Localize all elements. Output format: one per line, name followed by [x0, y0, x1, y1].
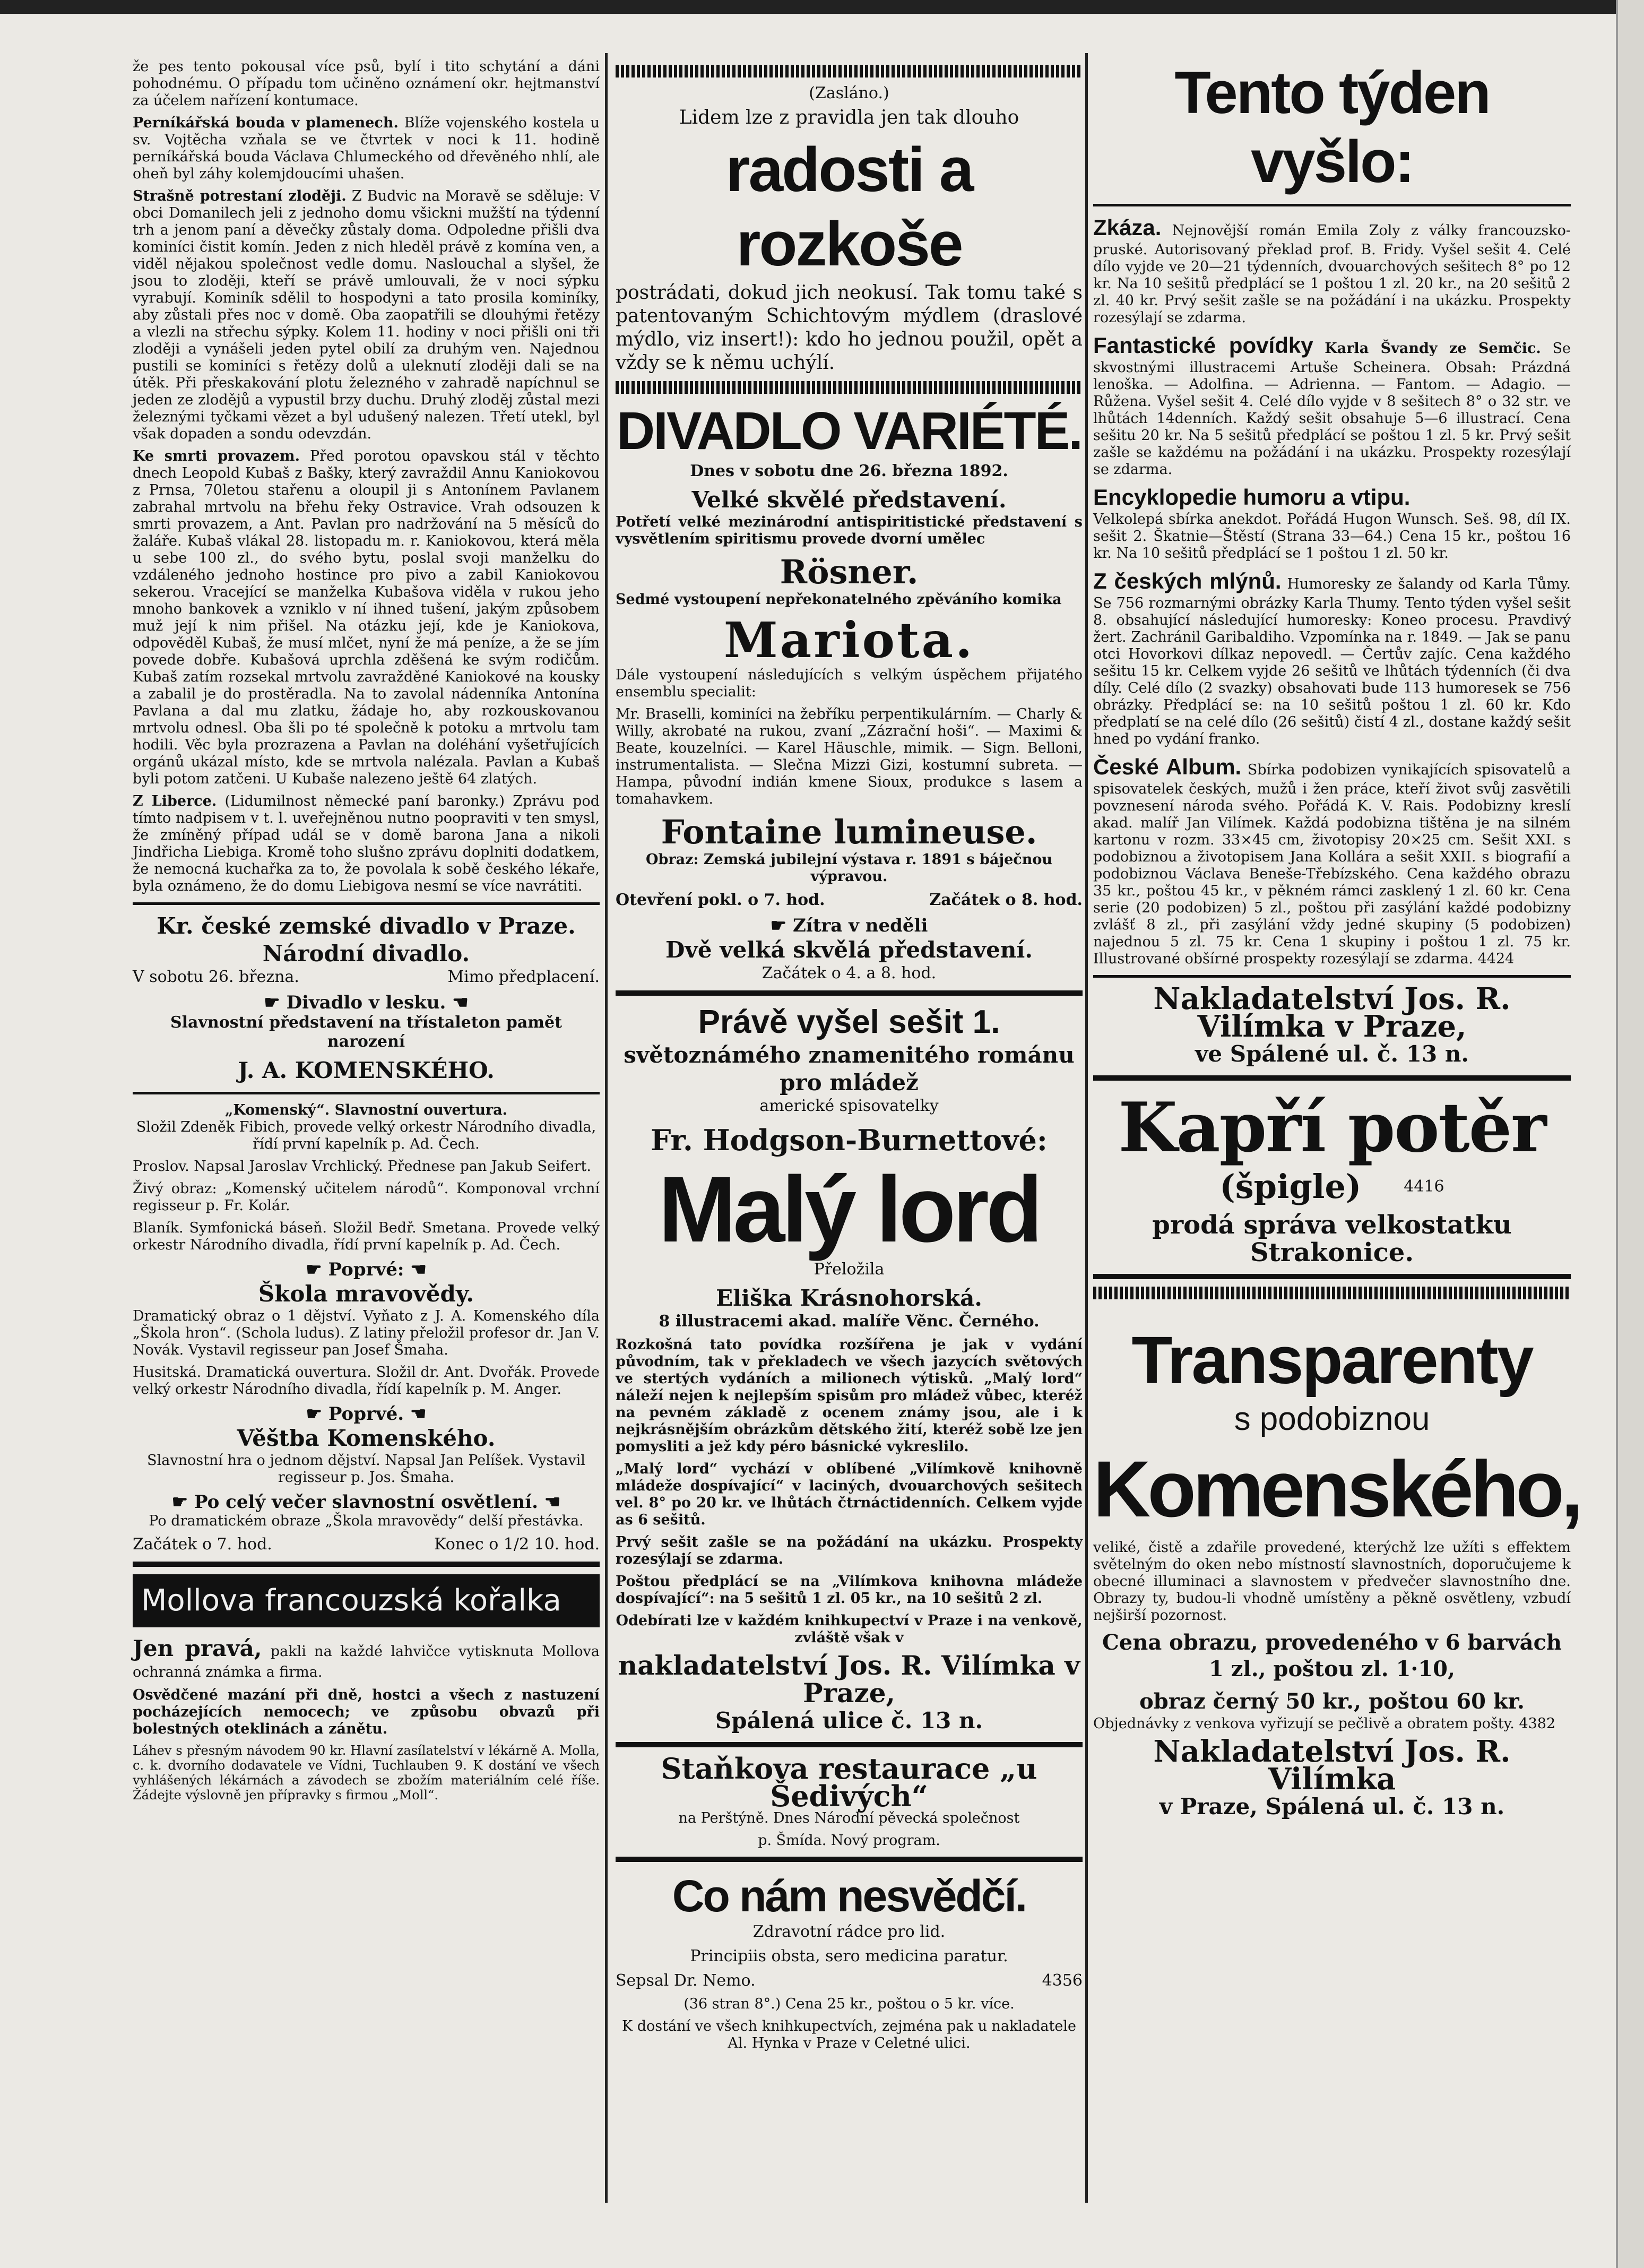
schicht-text: postrádati, dokud jich neokusí. Tak tomu také s patentovaným Schichtovým mýdlem (draslové mýdlo, viz insert!): kdo ho jednou použil, opět a vždy se k němu uchýlí. — [616, 282, 1083, 374]
stankova-line1: na Perštýně. Dnes Národní pěvecká společnost — [678, 1810, 1020, 1826]
divider — [616, 1857, 1083, 1862]
program-poprve: ☛ Poprvé: ☚ — [306, 1259, 427, 1280]
news-zlodeji-body: Z Budvic na Moravě se sděluje: V obci Domanilech jeli z jednoho domu všickni mužští na týdenní trh a jenom paní a děvečky zůstaly doma. Odpoledne přišli dva kominíci čistit komín. Jeden z nich hleděl právě z komína ven, a viděl nějakou společnost vedle domu. Naslouchal a slyšel, že jsou to zloději, kteří se právě umlouvali, že v noci sýpku vyrabují. Kominík sdělil to hospodyni a tato prosila kominíky, aby zůstali přes noc v domě. Oba zaopatřili se dlouhými řetězy a vlezli na střechu sýpky. Kolem 11. hodiny v noci přišli oni tři zloději a vynášeli jeden pytel obilí za druhým ven. Najednou pustili se kominíci s řetězy dolů a uleknutí zloději dali se na útěk. Při přeskakování plotu železného v zahradě napíchnul se jeden ze zlodějů a vypustil brzy duchu. Druhý zloděj zůstal mezi železnými tyčkami vězet a byl udušený nalezen. Třetí utekl, byl však dopaden a sondu odevzdán. — [133, 188, 600, 442]
divider — [616, 990, 1083, 996]
zkaza-title: Zkáza. — [1093, 215, 1162, 240]
divider — [133, 1562, 600, 1567]
mollova-body: Osvědčené mazání při dně, hostci a všech z nastuzení pocházejících nemocech; ve způsobu obvazů při bolestných oteklinách a zánětu. — [133, 1687, 600, 1737]
news-dog-ending: že pes tento pokousal více psů, bylí i tito schytání a dáni pohodnému. O případu tom učiněno oznámení okr. hejtmanství za účelem nařízení kontumace. — [133, 58, 600, 109]
ornament-stripe — [1093, 1287, 1571, 1299]
conam-zdravotni: Zdravotní rádce pro lid. — [752, 1922, 946, 1941]
tento-tyden-title: Tento týden vyšlo: — [1174, 59, 1490, 195]
conam-principiis: Principiis obsta, sero medicina paratur. — [690, 1947, 1008, 1965]
transparenty-body: veliké, čistě a zdařile provedené, kterýchž lze užíti s effektem světelným do oken nebo místností slavnostních, doporučujeme k obecné illuminaci a slavnostem v předvečer slavnostního dne. Obrazy ty, budou-li vhodně umístěny a pěkně osvětleny, vzbudí nejširší pozornost. — [1093, 1539, 1571, 1624]
album-body: Sbírka podobizen vynikajících spisovatelů a spisovatelek českých, mužů i žen práce, kteří život svůj zasvětili povznesení národa svého. Pořádá K. V. Rais. Podobizny kreslí akad. malíř Jan Vilímek. Každá podobizna tištěna je na silném kartonu v rozm. 33×45 cm, životopisy 20×25 cm. Sešit XXI. s podobiznou a životopisem Jana Kollára a sešit XXII. s biografií a podobiznou Václava Beneše-Třebízského. Cena každého obrazu 35 kr., poštou 45 kr., v pěkném rámci zasklený 1 zl. 60 kr. Cena serie (20 podobizen) 5 zl., poštou při zasýlání každé podobizny zvlášť 8 zl., při zasýlání vždy jedné skupiny (5 podobizen) najednou 5 zl. 75 kr. Cena 1 skupiny i poštou 1 zl. 75 kr. Illustrované obšírné prospekty rozesýlají se zdarma. — [1093, 762, 1571, 967]
news-smrt-body: Před porotou opavskou stál v těchto dnech Leopold Kubaš z Bašky, který zavraždil Annu Kaniokovou z Prnsa, 70letou stařenu a oloupil ji s Antonínem Pavlanem zabrahal mrtvolu na břehu řeky Ostravice. Vrah odsouzen k smrti provazem, a Ant. Pavlan pro nadržování na 5 měsíců do žaláře. Kubaš vlákal 28. listopadu m. r. Kaniokovou, která měla u sebe 100 zl., do svého bytu, poslal svoji manželku do vzdáleného jednoho hostince pro pivo a zabil Kaniokovou sekerou. Vracející se manželka Kubašova viděla v rukou jeho mnoho bankovek a vzniklo v ní ihned tušení, jakým způsobem muž její k nim přišel. Na otázku její, kde je Kaniokova, odpověděl Kubaš, že musí mlčet, nyní že má peníze, a že se jím povede dobře. Kubašová uprchla zděšená ke svým rodičům. Kubaš zatím rozsekal mrtvolu zavražděné Kaniokové na kousky a zabalil je do prostěradla. Na to zavolal nádenníka Antonína Pavlana a dal mu zlatku, žádaje ho, aby rozkouskovanou mrtvolu odnesl. Oba šli po té společně k potoku a mrtvolu tam hodili. Věc byla prozrazena a Pavlan na doléhání vyšetřujících orgánů ukázal místo, kde se mrtvola nalézala. Pavlan a Kubaš byli potom zatčeni. U Kubaše nalezeno ještě 64 zlatých. — [133, 448, 600, 787]
divider — [1093, 204, 1571, 206]
ornament-stripe — [616, 65, 1083, 77]
theatre-pointer-text: Divadlo v lesku. — [286, 992, 446, 1013]
mollova-jen-small: pakli na každé lahvičce vytisknuta Mollova ochranná známka a firma. — [133, 1643, 600, 1680]
column-rule-1 — [605, 53, 608, 2203]
divider — [133, 902, 600, 905]
scan-right-edge — [1616, 0, 1644, 2268]
kapri-proda: prodá správa velkostatku Strakonice. — [1152, 1210, 1512, 1267]
malylord-prave: Právě vyšel sešit 1. — [698, 1004, 1000, 1040]
variete-times — [616, 891, 1083, 910]
program-komensky — [133, 1102, 600, 1153]
fantasticke-author: Karla Švandy ze Semčic. — [1325, 340, 1541, 357]
transparenty-sub: s podobiznou — [1234, 1401, 1430, 1437]
variete-title: DIVADLO VARIÉTÉ. — [616, 401, 1082, 461]
news-zlodeji-title: Strašně potrestaní zloději. — [133, 188, 347, 204]
variete-obraz: Obraz: Zemská jubilejní výstava r. 1891 s báječnou výpravou. — [646, 851, 1052, 885]
album-title: České Album. — [1093, 754, 1242, 779]
variete-zitra-text: Zítra v neděli — [792, 915, 928, 936]
stankova-line2: p. Šmída. Nový program. — [758, 1832, 940, 1849]
news-pernikarska — [133, 115, 600, 183]
variete-dve-time: Začátek o 4. a 8. hod. — [762, 964, 937, 982]
divider — [1093, 1075, 1571, 1081]
mollova-jen: Jen pravá, — [133, 1635, 262, 1661]
variete-date: Dnes v sobotu dne 26. března 1892. — [690, 462, 1008, 480]
fantasticke-entry — [1093, 332, 1571, 478]
variete-list: Mr. Braselli, kominíci na žebříku perpentikulárním. — Charly & Willy, akrobaté na rukou, zvaní „Zázrační hoši“. — Maximi & Beate, kouzelníci. — Karel Häuschle, mimik. — Sign. Belloni, instrumentalista. — Slečna Mizzi Gizi, kostumní subreta. — Hampa, původní indián kmene Sioux, produkce s lasem a tomahavkem. — [616, 706, 1083, 807]
malylord-translator: Eliška Krásnohorská. — [716, 1285, 982, 1311]
program-poprve-text: Poprvé: — [328, 1259, 404, 1280]
program-times — [133, 1535, 600, 1554]
program-komensky-title: „Komenský“. Slavnostní ouvertura. — [224, 1102, 508, 1118]
news-smrt-title: Ke smrti provazem. — [133, 448, 300, 464]
program-obraz: Živý obraz: „Komenský učitelem národů“. Komponoval vrchní regisseur p. Fr. Kolár. — [133, 1180, 600, 1214]
encyk-title: Encyklopedie humoru a vtipu. — [1093, 485, 1411, 510]
transparenty-title: Transparenty — [1131, 1323, 1533, 1398]
zaslano: (Zasláno.) — [809, 84, 889, 102]
theatre-extra: Mimo předplacení. — [447, 968, 600, 986]
transparenty-cerny: obraz černý 50 kr., poštou 60 kr. — [1139, 1689, 1525, 1714]
transparenty-komenskeho: Komenského, — [1093, 1444, 1580, 1533]
malylord-spalena: Spálená ulice č. 13 n. — [715, 1708, 983, 1734]
encyk-body: Velkolepá sbírka anekdot. Pořádá Hugon Wunsch. Seš. 98, díl IX. sešit 2. Škatnie—Štěstí (Strana 33—64.) Cena 15 kr., poštou 16 kr. Na 10 sešitů předplácí se 1 poštou 1 zl. 50 kr. — [1093, 511, 1571, 562]
kapri-spigle-row — [1093, 1168, 1571, 1206]
news-liberec-title: Z Liberce. — [133, 793, 217, 809]
mollova-jen-line — [133, 1635, 600, 1681]
zceskych-sub: Humoresky ze šalandy od Karla Tůmy. — [1287, 576, 1571, 592]
conam-kdostani: K dostání ve všech knihkupectvích, zejména pak u nakladatele Al. Hynka v Praze v Celetné ulici. — [622, 2018, 1076, 2051]
divider — [1093, 975, 1571, 978]
malylord-rozkosna: Rozkošná tato povídka rozšířena je jak v vydání původním, tak v překladech ve všech jazycích světových ve stertých vydáních a milionech výtisků. „Malý lord“ náleží nejen k nejlepším spisům pro mládež vůbec, kteréž na pevném základě z ocenem známy jsou, ale i k nejkrásnějším obrázkům dětského žití, kteréž sobě lze jen pomysliti a jež kdy péro básnické vykreslilo. — [616, 1336, 1083, 1455]
kapri-title: Kapří potěr — [1118, 1088, 1546, 1168]
theatre-date-row — [133, 968, 600, 987]
program-husitska: Husitská. Dramatická ouvertura. Složil dr. Ant. Dvořák. Provede velký orkestr Národního divadla, řídí kapelník p. M. Anger. — [133, 1364, 600, 1398]
transparenty-objednavky — [1093, 1715, 1571, 1732]
ad-number: 4416 — [1404, 1177, 1444, 1196]
conam-title: Co nám nesvědčí. — [672, 1871, 1026, 1921]
program-start: Začátek o 7. hod. — [133, 1535, 272, 1554]
news-zlodeji — [133, 188, 600, 443]
scan-top-border — [0, 0, 1644, 14]
zceskych-body: Se 756 rozmarnými obrázky Karla Thumy. Tento týden vyšel sešit 8. obsahující následující humoresky: Koneo procesu. Pravdivý žert. Zachránil Garibaldiho. Vzpomínka na r. 1849. — Jak se panu otci Hovorkovi dílkaz nepovedl. — Čertův zajíc. Cena každého sešitu 15 kr. Celkem vyjde 26 sešitů ve lhůtách týdenních (či dva díly. Celé dílo (2 svazky) obsahovati bude 113 humoresek se 756 obrázky. Předplácí se: na 10 sešitů poštou 1 zl. 60 kr. Kdo předplatí se na celé dílo (26 sešitů) čistí 4 zl., dostane každý sešit hned po vydání franko. — [1093, 595, 1571, 747]
transparenty-cena: Cena obrazu, provedeného v 6 barvách 1 zl., poštou zl. 1·10, — [1102, 1630, 1562, 1681]
malylord-title: Malý lord — [658, 1158, 1040, 1262]
program-proslov: Proslov. Napsal Jaroslav Vrchlický. Přednese pan Jakub Seifert. — [133, 1158, 591, 1175]
program-vecer: ☛ Po celý večer slavnostní osvětlení. ☚ — [171, 1491, 561, 1513]
news-pernikarska-body: Blíže vojenského kostela u sv. Vojtěcha vzňala se ve čtvrtek v noci k 11. hodině perníkářská bouda Václava Chlumeckého od dřevěného nhlí, ale oheň byl záhy kolemjdoucími uhašen. — [133, 115, 600, 182]
theatre-title: Kr. české zemské divadlo v Praze. — [157, 913, 576, 939]
ornament-stripe — [616, 381, 1083, 394]
program-vestba-title: Věštba Komenského. — [237, 1425, 496, 1451]
program-skola-body: Dramatický obraz o 1 dějství. Vyňato z J. A. Komenského díla „Škola hron“. (Schola ludus). Z latiny přeložil profesor dr. Jan V. Novák. Vystavil regisseur pan Josef Šmaha. — [133, 1308, 600, 1358]
ad-number: 4424 — [1477, 951, 1515, 967]
ad-number: 4382 — [1519, 1715, 1556, 1732]
nak2-title: Nakladatelství Jos. R. Vilímka — [1153, 1734, 1511, 1797]
conam-stran: (36 stran 8°.) Cena 25 kr., poštou o 5 kr. více. — [683, 1996, 1015, 2012]
malylord-author: Fr. Hodgson-Burnettové: — [651, 1123, 1048, 1157]
program-vestba-body: Slavnostní hra o jednom dějství. Napsal Jan Pelíšek. Vystavil regisseur p. Jos. Šmaha. — [147, 1452, 585, 1486]
program-komensky-body: Složil Zdeněk Fibich, provede velký orkestr Národního divadla, řídí první kapelník p. Ad. Čech. — [136, 1119, 596, 1152]
zkaza-entry — [1093, 214, 1571, 326]
malylord-prelozila: Přeložila — [814, 1260, 885, 1279]
column-middle — [616, 58, 1083, 2057]
theatre-subtitle: Národní divadlo. — [262, 941, 470, 967]
objednavky-text: Objednávky z venkova vyřizují se pečlivě a obratem pošty. — [1093, 1715, 1515, 1732]
malylord-ilustr: 8 illustracemi akad. malíře Věnc. Černého. — [659, 1312, 1040, 1331]
conam-sepsal-row — [616, 1971, 1083, 1990]
theatre-date: V sobotu 26. března. — [133, 968, 299, 986]
theatre-commem: Slavnostní představení na třístaleton pamět narození — [170, 1013, 562, 1051]
malylord-svetoz: světoznámého znamenitého románu pro mládež — [624, 1042, 1075, 1096]
nak2-address: v Praze, Spálená ul. č. 13 n. — [1159, 1793, 1505, 1819]
news-smrt — [133, 448, 600, 788]
malylord-prvy: Prvý sešit zašle se na požádání na ukázku. Prospekty rozesýlají se zdarma. — [616, 1534, 1083, 1567]
variete-sedme: Sedmé vystoupení nepřekonatelného zpěváního komika — [616, 591, 1062, 608]
program-vecer-body: Po dramatickém obraze „Škola mravovědy“ delší přestávka. — [149, 1513, 584, 1529]
nak1-title: Nakladatelství Jos. R. Vilímka v Praze, — [1153, 981, 1511, 1044]
mollova-banner: Mollova francouzská kořalka — [133, 1574, 600, 1627]
program-vecer-text: Po celý večer slavnostní osvětlení. — [194, 1491, 538, 1513]
stankova-title: Staňkova restaurace „u Šedivých“ — [661, 1752, 1037, 1813]
nak1-address: ve Spálené ul. č. 13 n. — [1195, 1041, 1469, 1067]
malylord-vychazi: „Malý lord“ vychází v oblíbené „Vilímkově knihovně mládeže dospívající“ v laciných, dvouarchových sešitech vel. 8° po 20 kr. ve lhůtách čtrnáctidenních. Celkem vyjde as 6 sešitů. — [616, 1461, 1083, 1528]
news-pernikarska-title: Perníkářská bouda v plamenech. — [133, 115, 399, 131]
variete-start: Začátek o 8. hod. — [929, 891, 1083, 909]
divider — [133, 1092, 600, 1094]
column-left — [133, 58, 600, 1808]
column-rule-2 — [1085, 53, 1088, 2203]
program-poprve2: ☛ Poprvé. ☚ — [306, 1403, 427, 1425]
malylord-americke: americké spisovatelky — [759, 1097, 939, 1115]
variete-rosner: Rösner. — [780, 553, 919, 591]
malylord-odebirati: Odebírati lze v každém knihkupectví v Praze i na venkově, zvláště však v — [616, 1612, 1083, 1646]
theatre-pointer-line: ☛ Divadlo v lesku. ☚ — [264, 992, 469, 1013]
malylord-postou: Poštou předplácí se na „Vilímkova knihovna mládeže dospívající“: na 5 sešitů 1 zl. 05 kr., na 10 sešitů 2 zl. — [616, 1573, 1083, 1607]
variete-zitra: ☛ Zítra v neděli — [770, 915, 928, 936]
program-skola-title: Škola mravovědy. — [258, 1281, 474, 1307]
conam-sepsal: Sepsal Dr. Nemo. — [616, 1971, 756, 1990]
variete-velke: Velké skvělé představení. — [691, 487, 1007, 513]
zkaza-body: Nejnovější román Emila Zoly z války francouzsko-pruské. Autorisovaný překlad prof. B. Fridy. Vyšel sešit 4. Celé dílo vyjde ve 20—21 týdenních, dvouarchových sešitech 8° po 12 kr. Na 10 sešitů předplácí se 1 poštou 1 zl. 20 kr., na 20 sešitů 2 zl. 40 kr. Prvý sešit zašle se na požádání i na ukázku. Prospekty rozesýlají se zdarma. — [1093, 222, 1571, 326]
variete-open: Otevření pokl. o 7. hod. — [616, 891, 825, 909]
theatre-komensky-name: J. A. KOMENSKÉHO. — [238, 1057, 495, 1083]
mollova-small: Láhev s přesným návodem 90 kr. Hlavní zasílatelství v lékárně A. Molla, c. k. dvorního dodavatele ve Vídni, Tuchlauben 9. K dostání ve všech vyhlášených lékárnách a závodech se zbožím materiálním celé říše. Žádejte výslovně jen přípravky s firmou „Moll“. — [133, 1743, 600, 1803]
radosti-headline: radosti a rozkoše — [725, 135, 973, 279]
zceskych-entry — [1093, 567, 1571, 748]
zaslano-lidem: Lidem lze z pravidla jen tak dlouho — [679, 107, 1019, 128]
fantasticke-body: Se skvostnými illustracemi Artuše Scheinera. Obsah: Prázdná lenoška. — Adolfina. — Adrienna. — Fantom. — Adagio. — Růžena. Vyšel sešit 4. Celé dílo vyjde v 8 sešitech 8° o 32 str. ve lhůtách 14denních. Každý sešit obsahuje 5—6 illustrací. Cena sešitu 20 kr. Na 5 sešitů předplácí se poštou 1 zl. 5 kr. Prvý sešit zašle se každému na požádání i na ukázku. Prospekty rozesýlají se zdarma. — [1093, 340, 1571, 478]
program-end: Konec o 1/2 10. hod. — [434, 1535, 600, 1554]
album-entry — [1093, 753, 1571, 968]
variete-potreti: Potřetí velké mezinárodní antispiritistické představení s vysvětlením spiritismu provede dvorní umělec — [616, 514, 1083, 547]
kapri-spigle: (špigle) — [1219, 1167, 1362, 1206]
variete-dve: Dvě velká skvělá představení. — [665, 937, 1033, 963]
news-liberec-body: (Lidumilnost německé paní baronky.) Zprávu pod tímto nadpisem v t. l. uveřejněnou nutno poopraviti v ten smysl, že zmíněný případ udál se v domě barona Jana a nikoli Jindřicha Liebiga. Kromě toho slušno zprávu doplniti dodatkem, že nemocná kuchařka za to, že povolala k sobě českého lékaře, byla oznámeno, že do domu Liebigova nesmí se více navrátiti. — [133, 793, 600, 894]
malylord-nakladatelstvi: nakladatelství Jos. R. Vilímka v Praze, — [618, 1650, 1080, 1709]
variete-fontaine: Fontaine lumineuse. — [661, 813, 1037, 851]
zceskych-title: Z českých mlýnů. — [1093, 568, 1282, 593]
program-blanik: Blaník. Symfonická báseň. Složil Bedř. Smetana. Provede velký orkestr Národního divadla, řídí první kapelník p. Ad. Čech. — [133, 1220, 600, 1253]
ad-number: 4356 — [1042, 1971, 1083, 1990]
divider — [616, 1742, 1083, 1747]
news-liberec — [133, 793, 600, 895]
variete-mariota: Mariota. — [723, 611, 975, 669]
fantasticke-title: Fantastické povídky — [1093, 333, 1313, 358]
column-right — [1093, 58, 1580, 1821]
program-poprve2-text: Poprvé. — [328, 1403, 404, 1425]
variete-dale: Dále vystoupení následujících s velkým úspěchem přijatého ensemblu specialit: — [616, 667, 1083, 700]
divider — [1093, 1274, 1571, 1279]
